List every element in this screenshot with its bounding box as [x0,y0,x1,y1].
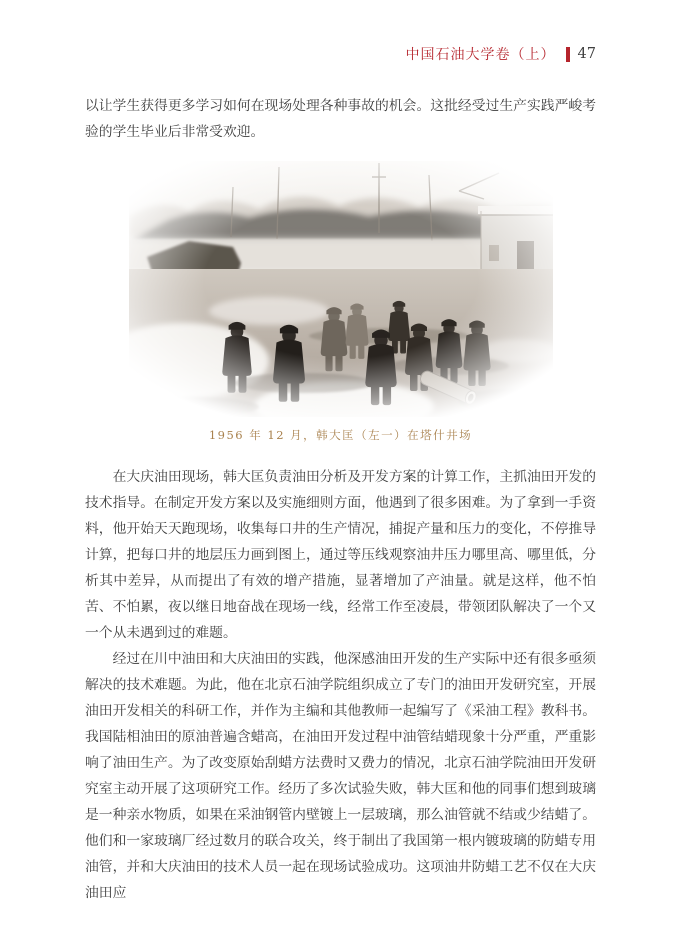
photo-caption: 1956 年 12 月，韩大匡（左一）在塔什井场 [208,428,473,442]
paragraph-2: 在大庆油田现场，韩大匡负责油田分析及开发方案的计算工作，主抓油田开发的技术指导。在制定开发方案以及实施细则方面，他遇到了很多困难。为了拿到一手资料，他开始天天跑现场，收集每口井的生产情况，捕捉产量和压力的变化，不停推导计算，把每口井的地层压力画到图上，通过等压线观察油井压力哪里高、哪里低，分析其中差异，从而提出了有效的增产措施，显著增加了产油量。就是这样，他不怕苦、不怕累，夜以继日地奋战在现场一线，经常工作至凌晨，带领团队解决了一个又一个从未遇到过的难题。 [85,469,596,641]
historical-photo-illustration [129,161,553,417]
page-body [85,93,596,906]
page-number: 47 [577,46,596,62]
paragraph-3: 经过在川中油田和大庆油田的实践，他深感油田开发的生产实际中还有很多亟须解决的技术难题。为此，他在北京石油学院组织成立了专门的油田开发研究室，开展油田开发相关的科研工作，并作为主编和其他教师一起编写了《采油工程》教科书。我国陆相油田的原油普遍含蜡高，在油田开发过程中油管结蜡现象十分严重，严重影响了油田生产。为了改变原始刮蜡方法费时又费力的情况，北京石油学院油田开发研究室主动开展了这项研究工作。经历了多次试验失败，韩大匡和他的同事们想到玻璃是一种亲水物质，如果在采油钢管内壁镀上一层玻璃，那么油管就不结或少结蜡了。他们和一家玻璃厂经过数月的联合攻关，终于制出了我国第一根内镀玻璃的防蜡专用油管，并和大庆油田的技术人员一起在现场试验成功。这项油井防蜡工艺不仅在大庆油田应 [85,651,596,901]
historical-photo [129,161,553,417]
book-title: 中国石油大学卷（上） [405,47,556,63]
page-number-divider [566,47,570,62]
paragraph-1: 以让学生获得更多学习如何在现场处理各种事故的机会。这批经受过生产实践严峻考验的学生毕业后非常受欢迎。 [85,98,596,140]
page-header [406,44,596,64]
